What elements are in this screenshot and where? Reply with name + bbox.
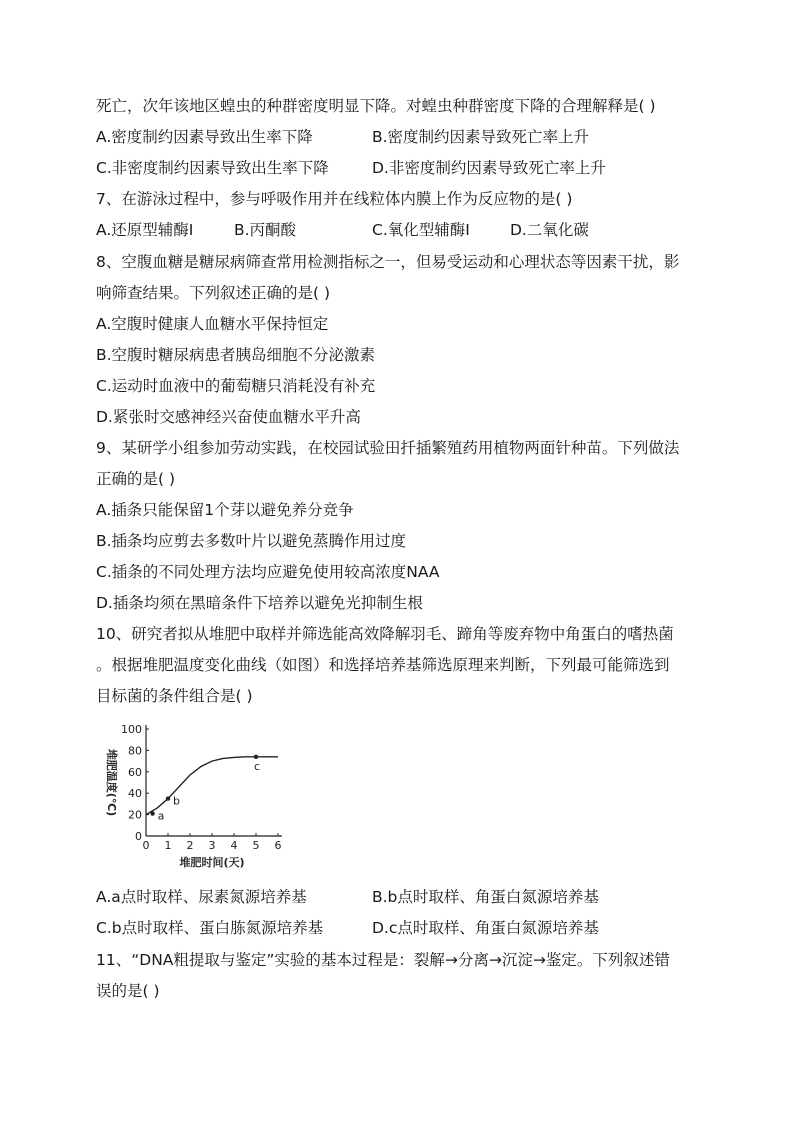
q10-stem-line1: 10、研究者拟从堆肥中取样并筛选能高效降解羽毛、蹄角等废弃物中角蛋白的嗜热菌	[96, 625, 674, 643]
point-label-a: a	[157, 809, 165, 823]
point-label-b: b	[173, 794, 180, 808]
x-tick-label: 1	[164, 839, 172, 852]
q6-option-a: A.密度制约因素导致出生率下降	[96, 128, 313, 146]
q10-option-b: B.b点时取样、角蛋白氮源培养基	[372, 888, 599, 906]
y-tick-label: 80	[128, 744, 142, 758]
q6-option-c: C.非密度制约因素导致出生率下降	[96, 159, 329, 177]
y-tick-label: 60	[128, 765, 142, 779]
q10-stem-line3: 目标菌的条件组合是( )	[96, 687, 253, 705]
q8-option-d: D.紧张时交感神经兴奋使血糖水平升高	[96, 408, 361, 426]
q10-option-d: D.c点时取样、角蛋白氮源培养基	[372, 919, 599, 937]
q8-option-a: A.空腹时健康人血糖水平保持恒定	[96, 315, 329, 333]
q10-option-c: C.b点时取样、蛋白胨氮源培养基	[96, 919, 324, 937]
q7-option-c: C.氧化型辅酶Ⅰ	[372, 221, 470, 239]
q11-stem-line1: 11、“DNA粗提取与鉴定”实验的基本过程是：裂解→分离→沉淀→鉴定。下列叙述错	[96, 951, 670, 969]
y-axis-label: 堆肥温度(℃)	[105, 748, 118, 817]
q10-option-a: A.a点时取样、尿素氮源培养基	[96, 888, 307, 906]
q8-option-b: B.空腹时糖尿病患者胰岛细胞不分泌激素	[96, 346, 376, 364]
q9-stem-line1: 9、某研学小组参加劳动实践，在校园试验田扦插繁殖药用植物两面针种苗。下列做法	[96, 439, 680, 457]
x-tick-label: 2	[186, 839, 194, 852]
q8-stem-line1: 8、空腹血糖是糖尿病筛查常用检测指标之一，但易受运动和心理状态等因素干扰，影	[96, 253, 680, 271]
q6-option-b: B.密度制约因素导致死亡率上升	[372, 128, 590, 146]
q9-option-a: A.插条只能保留1个芽以避免养分竞争	[96, 501, 354, 519]
q10-stem-line2: 。根据堆肥温度变化曲线（如图）和选择培养基筛选原理来判断，下列最可能筛选到	[96, 656, 670, 674]
compost-temperature-chart	[96, 716, 296, 876]
q6-option-d: D.非密度制约因素导致死亡率上升	[372, 159, 606, 177]
point-c	[254, 755, 258, 759]
q11-stem-line2: 误的是( )	[96, 982, 160, 1000]
q9-option-c: C.插条的不同处理方法均应避免使用较高浓度NAA	[96, 563, 440, 581]
q7-option-d: D.二氧化碳	[510, 221, 589, 239]
x-tick-label: 5	[252, 839, 260, 852]
q9-option-b: B.插条均应剪去多数叶片以避免蒸腾作用过度	[96, 532, 407, 550]
point-a	[150, 811, 154, 815]
q7-option-a: A.还原型辅酶Ⅰ	[96, 221, 194, 239]
point-b	[166, 796, 170, 800]
q8-stem-line2: 响筛查结果。下列叙述正确的是( )	[96, 284, 331, 302]
q9-stem-line2: 正确的是( )	[96, 470, 176, 488]
q9-option-d: D.插条均须在黑暗条件下培养以避免光抑制生根	[96, 594, 423, 612]
y-tick-label: 100	[121, 723, 142, 736]
point-label-c: c	[254, 759, 261, 773]
y-tick-label: 0	[135, 830, 142, 843]
y-tick-label: 40	[128, 787, 142, 801]
x-tick-label: 4	[230, 839, 238, 852]
x-tick-label: 6	[274, 839, 282, 852]
q7-option-b: B.丙酮酸	[234, 221, 297, 239]
q7-stem: 7、在游泳过程中，参与呼吸作用并在线粒体内膜上作为反应物的是( )	[96, 190, 573, 208]
x-tick-label: 0	[142, 839, 150, 852]
y-tick-label: 20	[128, 808, 142, 822]
q8-option-c: C.运动时血液中的葡萄糖只消耗没有补充	[96, 377, 376, 395]
q6-stem-continued: 死亡，次年该地区蝗虫的种群密度明显下降。对蝗虫种群密度下降的合理解释是( )	[96, 97, 656, 115]
x-tick-label: 3	[208, 839, 216, 852]
x-axis-label: 堆肥时间(天)	[179, 856, 245, 869]
